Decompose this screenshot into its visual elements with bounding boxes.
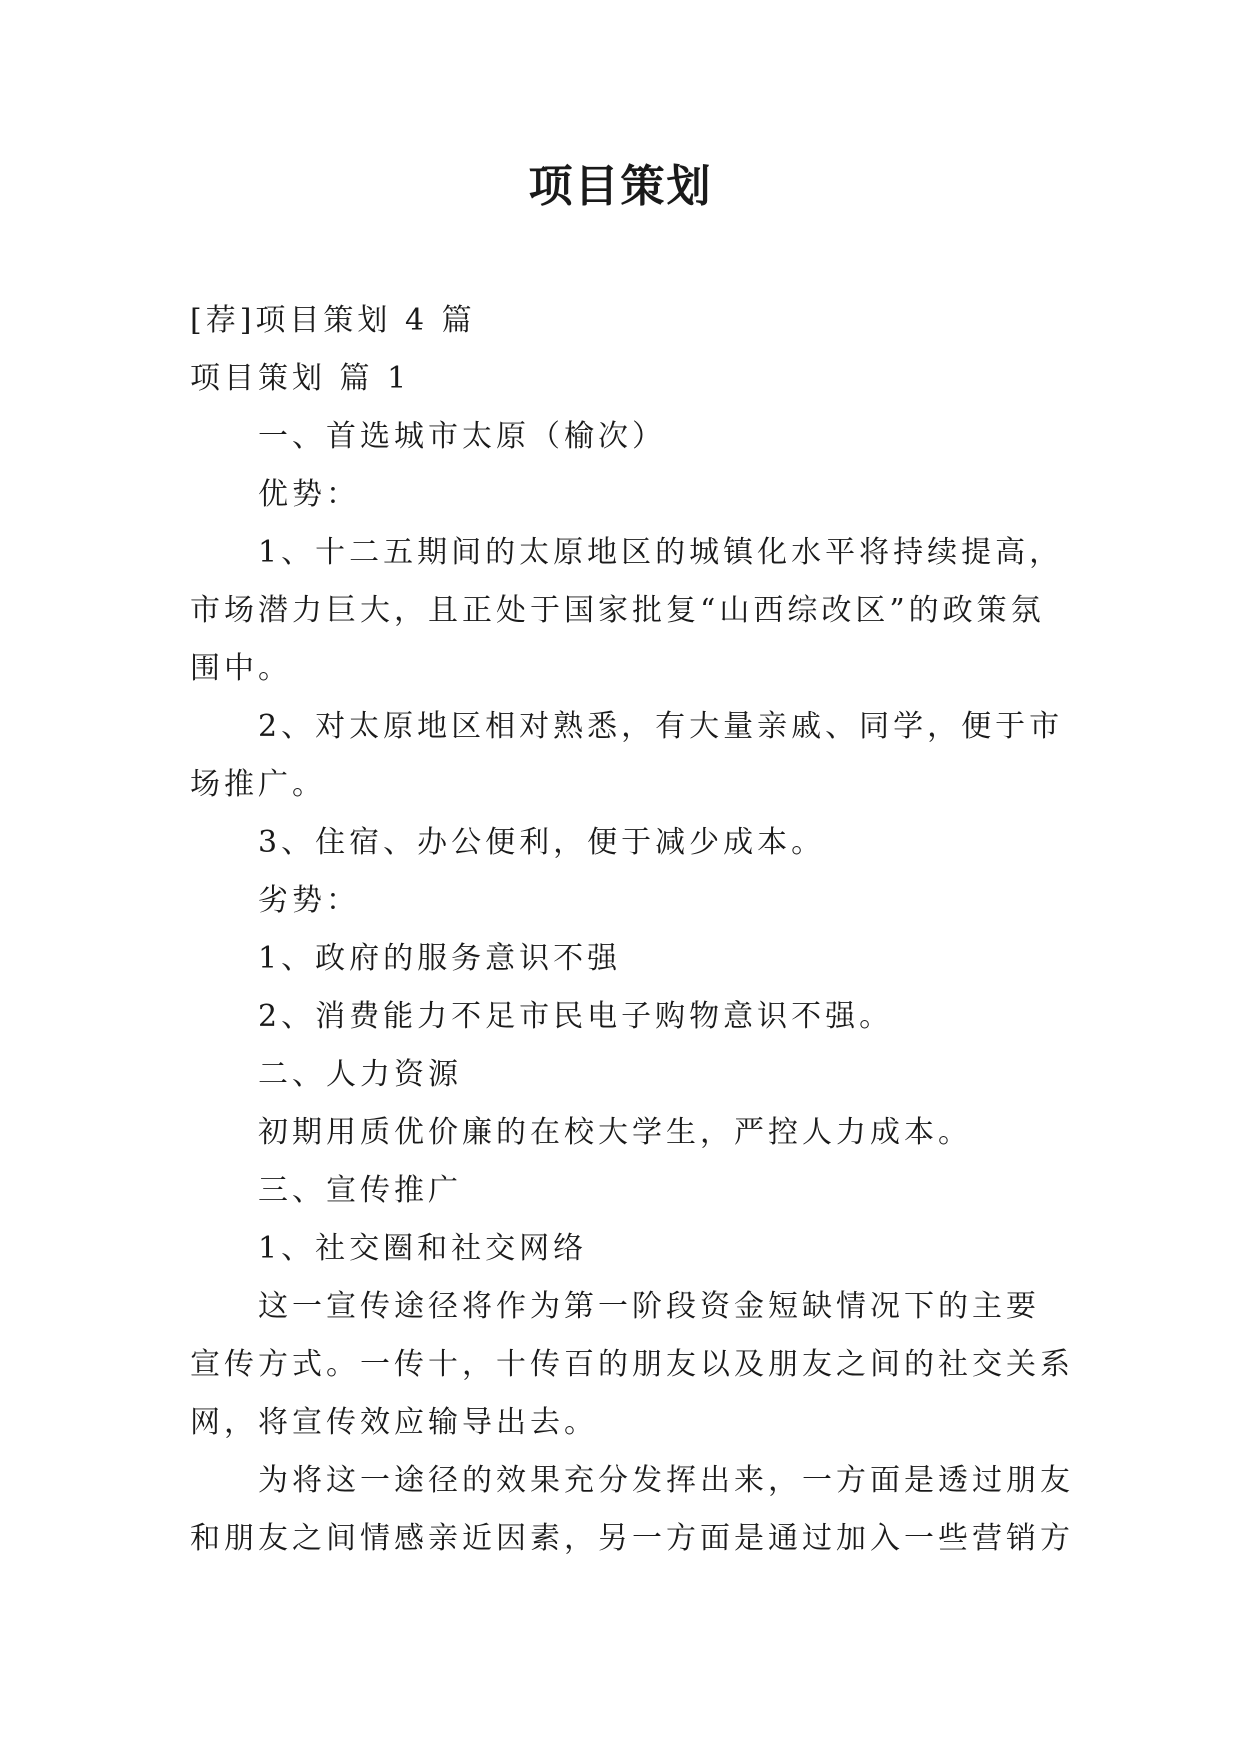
paragraph-line: 优势：	[258, 477, 360, 512]
paragraph-line: 和朋友之间情感亲近因素，另一方面是通过加入一些营销方	[190, 1521, 1074, 1556]
paragraph-line: 初期用质优价廉的在校大学生，严控人力成本。	[258, 1115, 972, 1150]
paragraph-line: 为将这一途径的效果充分发挥出来，一方面是透过朋友	[258, 1463, 1074, 1498]
paragraph-line: 这一宣传途径将作为第一阶段资金短缺情况下的主要	[258, 1289, 1040, 1324]
paragraph-line: 1、政府的服务意识不强	[258, 941, 622, 976]
paragraph-line: 1、十二五期间的太原地区的城镇化水平将持续提高，	[258, 535, 1064, 570]
paragraph-line: 场推广。	[190, 767, 326, 802]
paragraph-line: 三、宣传推广	[258, 1173, 462, 1208]
paragraph-line: 2、对太原地区相对熟悉，有大量亲戚、同学，便于市	[258, 709, 1064, 744]
paragraph-line: 劣势：	[258, 883, 360, 918]
paragraph-line: 宣传方式。一传十，十传百的朋友以及朋友之间的社交关系	[190, 1347, 1074, 1382]
paragraph-line: 3、住宿、办公便利，便于减少成本。	[258, 825, 826, 860]
paragraph-line: 项目策划 篇 1	[190, 361, 411, 396]
paragraph-line: 网，将宣传效应输导出去。	[190, 1405, 598, 1440]
paragraph-line: 市场潜力巨大，且正处于国家批复“山西综改区”的政策氛	[190, 593, 1045, 628]
paragraph-line: 围中。	[190, 651, 292, 686]
paragraph-line: 一、首选城市太原（榆次）	[258, 419, 666, 454]
paragraph-line: 1、社交圈和社交网络	[258, 1231, 588, 1266]
paragraph-line: 二、人力资源	[258, 1057, 462, 1092]
document-title: 项目策划	[528, 161, 713, 212]
document-body	[190, 292, 1074, 1568]
paragraph-line: [荐]项目策划 4 篇	[190, 303, 476, 338]
paragraph-line: 2、消费能力不足市民电子购物意识不强。	[258, 999, 894, 1034]
